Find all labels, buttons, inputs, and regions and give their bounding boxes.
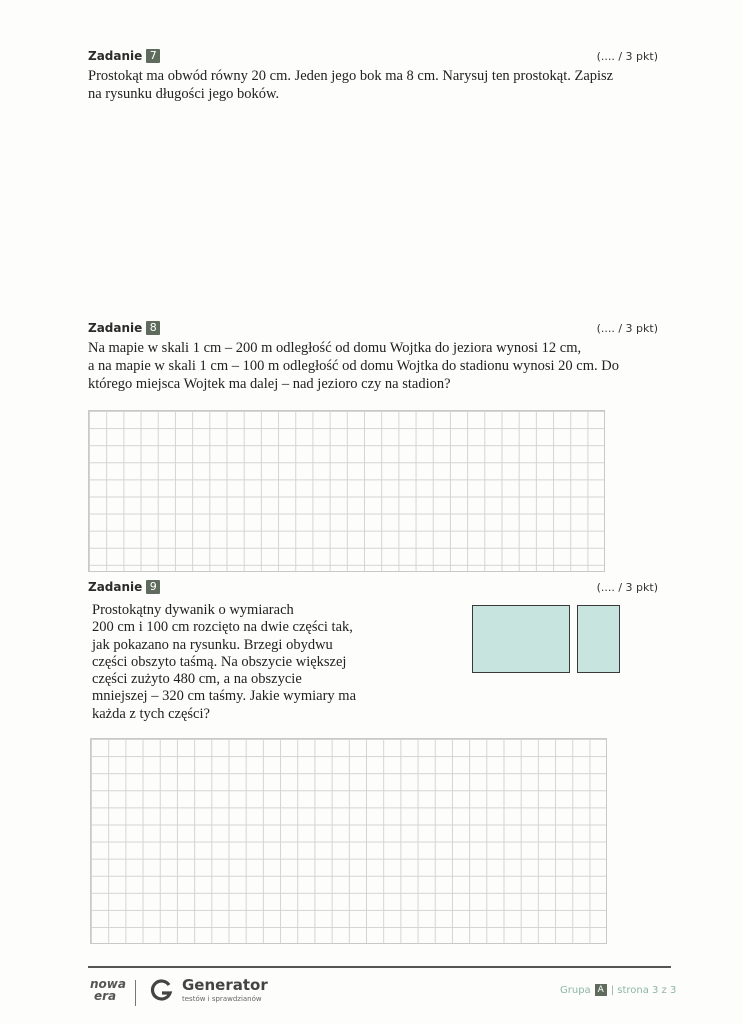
task-7-line: na rysunku długości jego boków. (88, 86, 280, 102)
task-9-points: (.... / 3 pkt) (596, 580, 658, 594)
task-7-header (88, 47, 658, 65)
task-9-label: Zadanie (88, 580, 143, 594)
task-7-line: Prostokąt ma obwód równy 20 cm. Jeden jego bok ma 8 cm. Narysuj ten prostokąt. Zapisz (88, 68, 614, 84)
task-9-text (88, 602, 392, 723)
rug-small-part (577, 605, 620, 673)
task-9-header (88, 578, 658, 596)
group-badge: A (595, 984, 607, 996)
generator-title: Generator (182, 976, 268, 994)
task-9-number-badge: 9 (146, 580, 160, 594)
task-8-label: Zadanie (88, 321, 143, 335)
task-7 (88, 47, 658, 103)
task-9-line: mniejszej – 320 cm taśmy. Jakie wymiary ma (92, 688, 357, 705)
task-7-number-badge: 7 (146, 49, 160, 63)
task-9-line: części zużyto 480 cm, a na obszycie (92, 671, 302, 688)
page-number: | strona 3 z 3 (610, 984, 677, 996)
logo-separator (135, 980, 136, 1006)
task-9-line: 200 cm i 100 cm rozcięto na dwie części tak, (92, 619, 353, 636)
task-8-line: Na mapie w skali 1 cm – 200 m odległość od domu Wojtka do jeziora wynosi 12 cm, (88, 340, 582, 356)
task-8-text (88, 339, 658, 393)
task-8 (88, 319, 658, 393)
rug-large-part (472, 605, 570, 673)
task-8-answer-grid[interactable] (88, 410, 605, 572)
generator-g-icon (150, 979, 174, 1003)
task-8-line: a na mapie w skali 1 cm – 100 m odległość od domu Wojtka do stadionu wynosi 20 cm. Do (88, 358, 619, 374)
logo-era-text: era (94, 989, 117, 1003)
logo-nowa-text: nowa (90, 977, 126, 991)
task-7-text (88, 67, 658, 103)
group-label: Grupa (560, 984, 591, 996)
task-8-title (88, 321, 160, 335)
task-9-line: jak pokazano na rysunku. Brzegi obydwu (92, 636, 333, 653)
task-8-line: którego miejsca Wojtek ma dalej – nad jezioro czy na stadion? (88, 376, 451, 392)
task-8-number-badge: 8 (146, 321, 160, 335)
footer-divider (88, 966, 671, 968)
task-8-points: (.... / 3 pkt) (596, 321, 658, 335)
task-9-answer-grid[interactable] (90, 738, 607, 944)
task-7-label: Zadanie (88, 49, 143, 63)
task-7-points: (.... / 3 pkt) (596, 49, 658, 63)
page-info (560, 984, 676, 996)
task-9-title (88, 580, 160, 594)
generator-subtitle: testów i sprawdzianów (182, 995, 262, 1003)
task-9-line: części obszyto taśmą. Na obszycie większej (92, 653, 347, 670)
task-8-header (88, 319, 658, 337)
task-9 (88, 578, 658, 723)
nowa-era-logo (90, 978, 126, 1002)
task-9-line: każda z tych części? (92, 705, 210, 722)
task-7-title (88, 49, 160, 63)
task-9-line: Prostokątny dywanik o wymiarach (92, 602, 294, 618)
